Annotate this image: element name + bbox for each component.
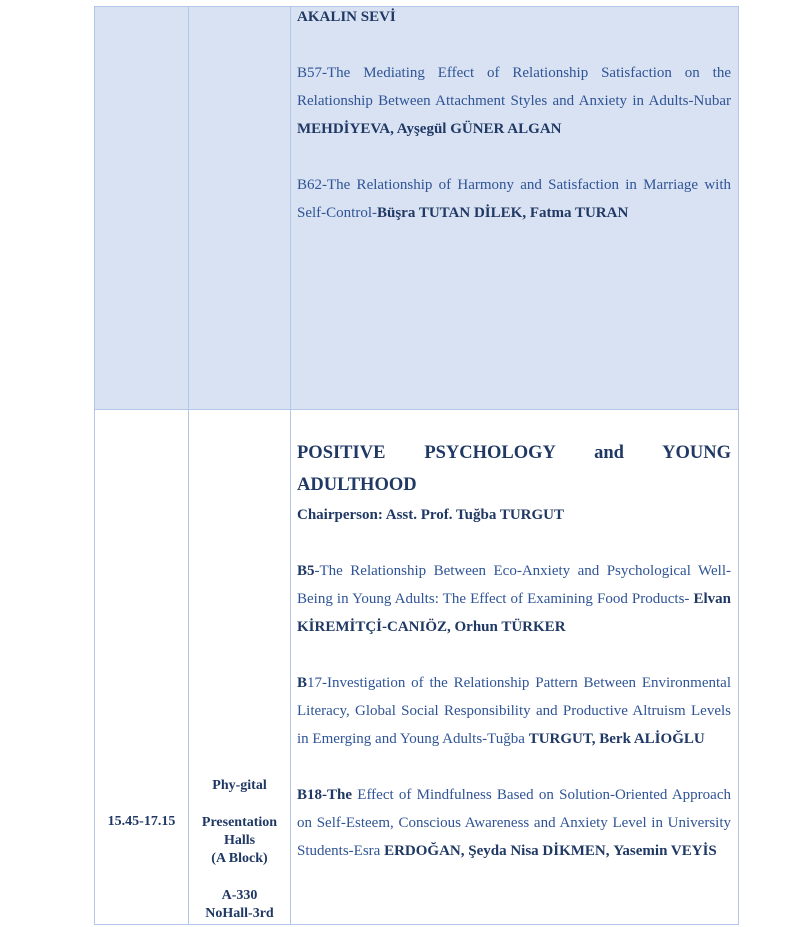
paper-b18-authors-1: ERDOĞAN, Şeyda Nisa DİKMEN, (384, 843, 610, 859)
session-title-line-1: POSITIVE PSYCHOLOGY and YOUNG (297, 443, 731, 463)
room-line-5: A-330 (221, 888, 258, 903)
paper-b5-authors: Elvan KİREMİTÇİ-CANIÖZ, Orhun TÜRKER (297, 591, 731, 635)
room-cell-empty (189, 7, 291, 410)
room-line-3: Halls (223, 833, 256, 848)
papers-cell (291, 7, 739, 410)
session-papers-content (291, 410, 738, 865)
paper-b18-text: Effect of Mindfulness Based on Solution-Oriented Approach on Self-Esteem, Conscious Awareness and Anxiety Level in University Students-Esra (297, 787, 731, 859)
paper-b17 (297, 669, 731, 753)
program-table (94, 6, 739, 925)
continued-authors: AKALIN SEVİ (297, 9, 396, 25)
paper-b17-authors: TURGUT, Berk ALİOĞLU (528, 731, 705, 747)
paper-b5-code: B5 (297, 563, 315, 579)
paper-b5 (297, 557, 731, 641)
paper-b18-code: B18-The (297, 787, 353, 803)
paper-b18 (297, 781, 731, 865)
room-line-2: Presentation (201, 815, 278, 830)
paper-b57-text: B57-The Mediating Effect of Relationship Satisfaction on the Relationship Between Attachment Styles and Anxiety in Adults-Nubar (297, 65, 731, 109)
paper-b5-text: -The Relationship Between Eco-Anxiety and Psychological Well-Being in Young Adults: The Effect of Examining Food Products- (297, 563, 731, 607)
session-room (189, 777, 290, 923)
session-chairperson: Chairperson: Asst. Prof. Tuğba TURGUT (297, 507, 564, 523)
session-title-line-2: ADULTHOOD (297, 475, 417, 495)
paper-b57-authors: MEHDİYEVA, Ayşegül GÜNER ALGAN (297, 121, 562, 137)
session-row-1 (95, 7, 739, 410)
paper-b62-authors: Büşra TUTAN DİLEK, Fatma TURAN (377, 205, 629, 221)
time-cell (95, 410, 189, 925)
room-line-6: NoHall-3rd (205, 906, 274, 921)
room-line-1: Phy-gital (212, 778, 267, 793)
papers-content (291, 3, 738, 227)
time-cell-empty (95, 7, 189, 410)
room-cell (189, 410, 291, 925)
paper-b57 (297, 59, 731, 143)
session-time: 15.45-17.15 (107, 814, 176, 829)
paper-b17-code: B (297, 675, 308, 691)
session-row-2 (95, 410, 739, 925)
paper-b18-authors-2: Yasemin VEYİS (613, 843, 717, 859)
paper-b17-text: 17-Investigation of the Relationship Pattern Between Environmental Literacy, Global Social Responsibility and Productive Altruism Levels in Emerging and Young Adults-Tuğba (297, 675, 731, 747)
paper-b62-text: B62-The Relationship of Harmony and Satisfaction in Marriage with Self-Control- (297, 177, 731, 221)
room-line-4: (A Block) (211, 851, 268, 866)
paper-b62 (297, 171, 731, 227)
session-papers-cell (291, 410, 739, 925)
